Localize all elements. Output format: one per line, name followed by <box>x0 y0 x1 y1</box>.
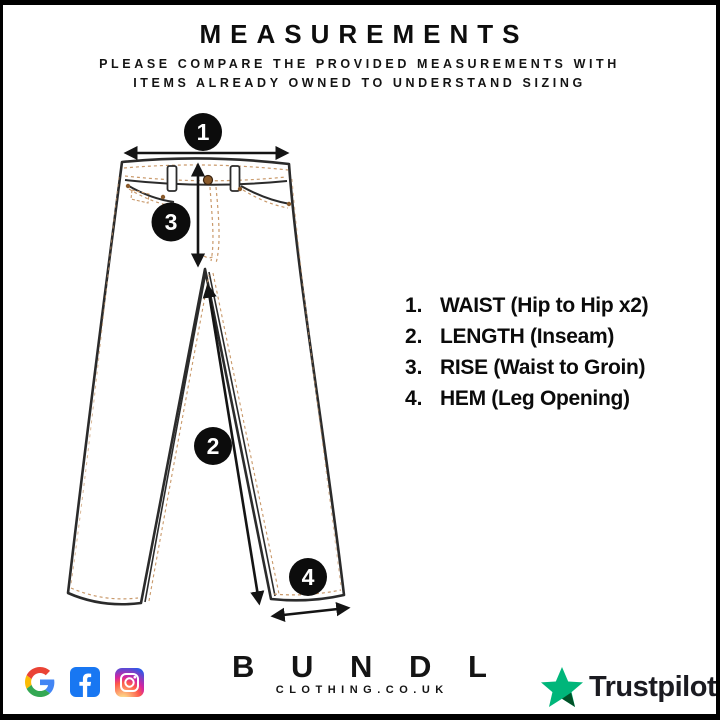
trustpilot-badge[interactable] <box>541 667 716 707</box>
hem-arrow <box>274 608 347 616</box>
trustpilot-label: Trustpilot <box>589 670 717 703</box>
marker-number-4: 4 <box>301 564 315 590</box>
marker-number-1: 1 <box>196 119 210 145</box>
subtitle-line-1: PLEASE COMPARE THE PROVIDED MEASUREMENTS WITH <box>99 57 620 71</box>
marker-number-3: 3 <box>164 209 178 235</box>
marker-number-2: 2 <box>206 433 220 459</box>
legend-number: 2. <box>405 324 423 348</box>
rivet <box>161 195 165 199</box>
legend-number: 1. <box>405 293 423 317</box>
belt-loop <box>231 166 240 191</box>
legend-number: 3. <box>405 355 423 379</box>
legend-item-waist <box>405 290 648 321</box>
legend-label: WAIST (Hip to Hip x2) <box>440 293 649 317</box>
brand-name: B U N D L <box>232 649 501 684</box>
measurement-legend <box>405 290 648 414</box>
legend-label: RISE (Waist to Groin) <box>440 355 646 379</box>
brand-domain: CLOTHING.CO.UK <box>275 684 449 696</box>
rivet <box>287 202 291 206</box>
legend-label: LENGTH (Inseam) <box>440 324 615 348</box>
belt-loop <box>168 166 177 191</box>
legend-number: 4. <box>405 386 423 410</box>
legend-item-rise <box>405 352 648 383</box>
legend-label: HEM (Leg Opening) <box>440 386 630 410</box>
jeans-outline <box>68 158 344 604</box>
rivet <box>126 184 130 188</box>
rivet <box>238 187 242 191</box>
jeans-button <box>204 176 213 185</box>
legend-item-length <box>405 321 648 352</box>
page-title: MEASUREMENTS <box>199 19 529 49</box>
legend-item-hem <box>405 383 648 414</box>
subtitle-line-2: ITEMS ALREADY OWNED TO UNDERSTAND SIZING <box>133 76 586 90</box>
trustpilot-star-icon <box>541 667 583 707</box>
